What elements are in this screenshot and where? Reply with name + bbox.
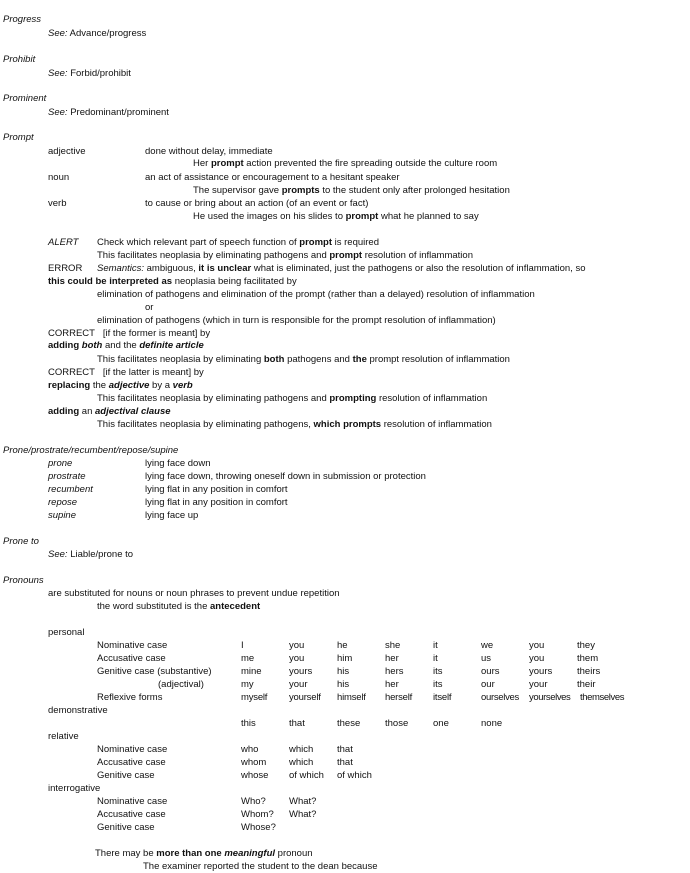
cross-reference: See: Forbid/prohibit <box>48 68 131 79</box>
pronoun-cell: their <box>577 679 596 690</box>
example-sentence: He used the images on his slides to prompt what he planned to say <box>193 211 479 222</box>
pronoun-cell: which <box>289 757 314 768</box>
interpretation: elimination of pathogens and elimination of the prompt (rather than a delayed) resolution of inflammation <box>97 289 535 300</box>
correction-method: replacing the adjective by a verb <box>48 380 193 391</box>
case-label: Nominative case <box>97 744 168 755</box>
pronoun-cell: we <box>481 640 494 651</box>
pronoun-cell: him <box>337 653 353 664</box>
synonym-word: supine <box>48 510 76 521</box>
pronoun-cell: Who? <box>241 796 266 807</box>
pronoun-cell: you <box>529 653 545 664</box>
pronoun-cell: What? <box>289 809 317 820</box>
case-label: Genitive case (substantive) <box>97 666 212 677</box>
pronoun-cell: his <box>337 666 350 677</box>
pronoun-cell: whom <box>241 757 267 768</box>
case-label: (adjectival) <box>158 679 204 690</box>
pronoun-cell: that <box>289 718 305 729</box>
pronoun-cell: you <box>289 640 305 651</box>
cross-reference: See: Liable/prone to <box>48 549 134 560</box>
pronoun-cell: I <box>241 640 244 651</box>
pronoun-cell: What? <box>289 796 317 807</box>
pronoun-cell: her <box>385 653 399 664</box>
entry-heading-prominent: Prominent <box>3 93 47 104</box>
pronoun-cell: she <box>385 640 401 651</box>
entry-heading-progress: Progress <box>3 14 42 25</box>
case-label: Accusative case <box>97 757 166 768</box>
pronoun-cell: ours <box>481 666 500 677</box>
example-sentence: The examiner reported the student to the dean because <box>143 861 378 872</box>
error-text: Semantics: ambiguous, it is unclear what is eliminated, just the pathogens or also the resolution of inflammation, so <box>97 263 586 274</box>
pronoun-cell: of which <box>289 770 324 781</box>
correct-label: CORRECT [if the latter is meant] by <box>48 367 204 378</box>
example-sentence: Her prompt action prevented the fire spreading outside the culture room <box>193 158 498 169</box>
or-separator: or <box>145 302 154 313</box>
pronoun-cell: Whose? <box>241 822 276 833</box>
pronoun-cell: Whom? <box>241 809 274 820</box>
pronouns-intro: are substituted for nouns or noun phrases to prevent undue repetition <box>48 588 340 599</box>
pronoun-cell: us <box>481 653 492 664</box>
pronoun-cell: whose <box>241 770 269 781</box>
synonym-definition: lying face up <box>145 510 199 521</box>
pronoun-cell: it <box>433 653 438 664</box>
pronoun-cell: it <box>433 640 438 651</box>
pronoun-cell: yourself <box>289 692 321 703</box>
pronoun-cell: none <box>481 718 503 729</box>
pronoun-cell: they <box>577 640 595 651</box>
synonym-word: prostrate <box>48 471 86 482</box>
pronoun-cell: your <box>289 679 308 690</box>
error-text-continued: this could be interpreted as neoplasia being facilitated by <box>48 276 297 287</box>
antecedent-note: the word substituted is the antecedent <box>97 601 261 612</box>
pronoun-cell: me <box>241 653 255 664</box>
pronoun-cell: them <box>577 653 599 664</box>
entry-heading-prone-to: Prone to <box>3 536 39 547</box>
pronoun-cell: our <box>481 679 495 690</box>
entry-heading-prone: Prone/prostrate/recumbent/repose/supine <box>3 445 179 456</box>
case-label: Accusative case <box>97 653 166 664</box>
pronoun-cell: he <box>337 640 348 651</box>
pronoun-cell: these <box>337 718 361 729</box>
synonym-definition: lying face down <box>145 458 211 469</box>
pronoun-cell: herself <box>385 692 413 703</box>
pronoun-cell: its <box>433 679 443 690</box>
example-sentence: This facilitates neoplasia by eliminating pathogens and prompting resolution of inflammation <box>97 393 488 404</box>
definition: an act of assistance or encouragement to a hesitant speaker <box>145 172 400 183</box>
definition: done without delay, immediate <box>145 146 273 157</box>
error-label: ERROR <box>48 263 83 274</box>
cross-reference: See: Predominant/prominent <box>48 107 169 118</box>
synonym-definition: lying flat in any position in comfort <box>145 484 288 495</box>
pronoun-cell: this <box>241 718 256 729</box>
pronoun-cell: ourselves <box>481 692 519 703</box>
case-label: Genitive case <box>97 770 155 781</box>
case-label: Nominative case <box>97 640 168 651</box>
pronoun-cell: those <box>385 718 409 729</box>
pronoun-cell: that <box>337 744 353 755</box>
pronoun-cell: yours <box>289 666 313 677</box>
pronoun-cell: which <box>289 744 314 755</box>
part-of-speech: verb <box>48 198 67 209</box>
case-label: Nominative case <box>97 796 168 807</box>
pronoun-cell: of which <box>337 770 372 781</box>
pronoun-cell: hers <box>385 666 404 677</box>
pronoun-cell: mine <box>241 666 262 677</box>
synonym-definition: lying face down, throwing oneself down in submission or protection <box>145 471 426 482</box>
pronoun-cell: your <box>529 679 548 690</box>
pronoun-cell: yourselves <box>529 692 571 703</box>
correction-method: adding both and the definite article <box>48 340 204 351</box>
pronoun-cell: you <box>289 653 305 664</box>
case-label: Genitive case <box>97 822 155 833</box>
pronoun-cell: its <box>433 666 443 677</box>
category-label-personal: personal <box>48 627 85 638</box>
category-label-demonstrative: demonstrative <box>48 705 108 716</box>
part-of-speech: adjective <box>48 146 86 157</box>
pronoun-cell: myself <box>241 692 268 703</box>
cross-reference: See: Advance/progress <box>48 28 147 39</box>
pronoun-cell: themselves <box>580 692 625 703</box>
synonym-word: recumbent <box>48 484 93 495</box>
category-label-relative: relative <box>48 731 79 742</box>
example-sentence: This facilitates neoplasia by eliminating both pathogens and the prompt resolution of inflammation <box>97 354 510 365</box>
correction-method: adding an adjectival clause <box>48 406 171 417</box>
pronoun-cell: himself <box>337 692 366 703</box>
correct-label: CORRECT [if the former is meant] by <box>48 328 211 339</box>
synonym-word: repose <box>48 497 78 508</box>
entry-heading-prompt: Prompt <box>3 132 34 143</box>
pronoun-note: There may be more than one meaningful pronoun <box>95 848 313 859</box>
pronoun-cell: one <box>433 718 449 729</box>
entry-heading-pronouns: Pronouns <box>3 575 44 586</box>
category-label-interrogative: interrogative <box>48 783 101 794</box>
example-sentence: This facilitates neoplasia by eliminating pathogens and prompt resolution of inflammation <box>97 250 473 261</box>
synonym-word: prone <box>48 458 73 469</box>
pronoun-cell: that <box>337 757 353 768</box>
part-of-speech: noun <box>48 172 70 183</box>
pronoun-cell: his <box>337 679 350 690</box>
definition: to cause or bring about an action (of an event or fact) <box>145 198 369 209</box>
pronoun-cell: yours <box>529 666 553 677</box>
pronoun-cell: my <box>241 679 254 690</box>
pronoun-cell: who <box>241 744 259 755</box>
pronoun-cell: theirs <box>577 666 601 677</box>
example-sentence: This facilitates neoplasia by eliminating pathogens, which prompts resolution of inflammation <box>97 419 492 430</box>
pronoun-cell: her <box>385 679 399 690</box>
pronoun-cell: you <box>529 640 545 651</box>
synonym-definition: lying flat in any position in comfort <box>145 497 288 508</box>
pronoun-cell: itself <box>433 692 452 703</box>
case-label: Reflexive forms <box>97 692 163 703</box>
entry-heading-prohibit: Prohibit <box>3 54 36 65</box>
alert-label: ALERT <box>48 237 79 248</box>
interpretation: elimination of pathogens (which in turn is responsible for the prompt resolution of inflammation) <box>97 315 496 326</box>
example-sentence: The supervisor gave prompts to the student only after prolonged hesitation <box>193 185 510 196</box>
alert-text: Check which relevant part of speech function of prompt is required <box>97 237 379 248</box>
case-label: Accusative case <box>97 809 166 820</box>
